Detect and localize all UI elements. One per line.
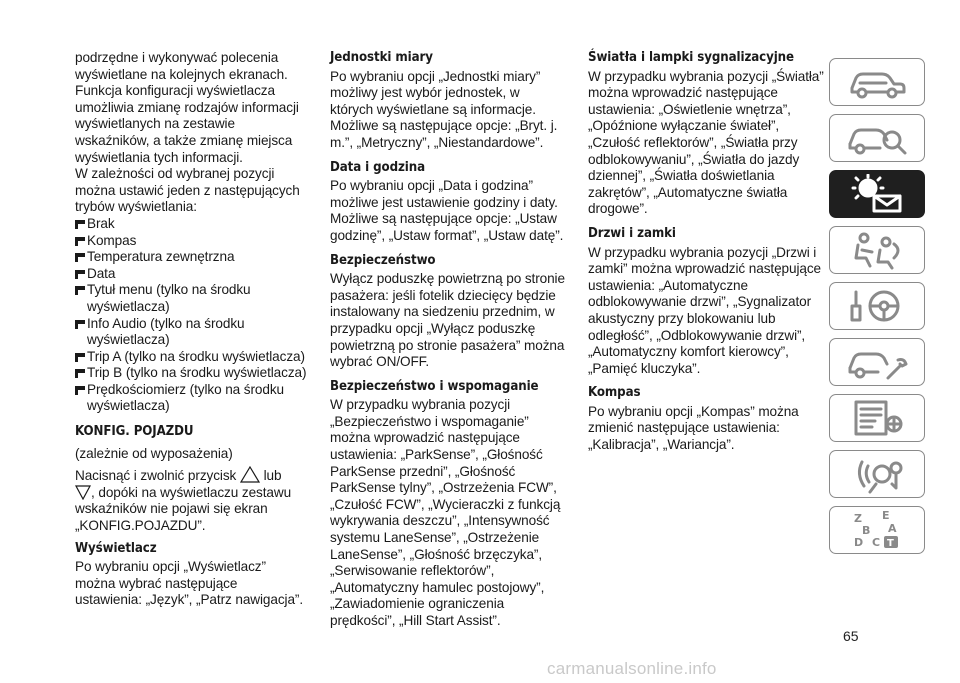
list-item: Trip A (tylko na środku wyświetlacza) [75, 349, 307, 366]
section-heading: Bezpieczeństwo [330, 252, 436, 268]
svg-text:B: B [862, 524, 871, 537]
paragraph: podrzędne i wykonywać polecenia wyświetlane na kolejnych ekranach. Funkcja konfiguracji wyświetlacza umożliwia zmianę rodzajów informacji wyświetlanych na zestawie wskaźników, a także zmianę miejsca wyświetlania tych informacji. [75, 50, 299, 165]
tab-safety[interactable] [829, 226, 925, 274]
maintenance-checklist-icon [842, 398, 912, 438]
paragraph: Po wybraniu opcji „Kompas” można zmienić następujące ustawienia: „Kalibracja”, „Wariancja”. [588, 403, 799, 453]
arrow-down-button-icon [75, 485, 91, 500]
bullet-icon [75, 270, 85, 279]
tab-maintenance[interactable] [829, 394, 925, 442]
svg-text:T: T [887, 538, 894, 549]
bullet-icon [75, 253, 85, 262]
bullet-icon [75, 369, 85, 378]
paragraph: W zależności od wybranej pozycji można ustawić jeden z następujących trybów wyświetlania: [75, 166, 300, 215]
section-heading: Jednostki miary [330, 50, 433, 65]
bullet-icon [75, 220, 85, 229]
tab-warning-lights-messages[interactable] [829, 170, 925, 218]
paragraph: Po wybraniu opcji „Wyświetlacz” można wybrać następujące ustawienia: „Język”, „Patrz nawigacja”. [75, 559, 304, 608]
car-wrench-icon [842, 342, 912, 382]
list-item: Data [75, 266, 307, 283]
section-heading: Wyświetlacz [75, 540, 157, 556]
arrow-up-button-icon [240, 466, 260, 483]
bullet-icon [75, 237, 85, 246]
paragraph: W przypadku wybrania pozycji „Drzwi i zamki” można wprowadzić następujące ustawienia: „Automatyczne odblokowywanie drzwi”, „Sygnalizator akustyczny przy blokowaniu lub odległość”, „Odblokowywanie drzwi”, „Automatyczny komfort kierowcy”, „Pamięć kluczyka”. [588, 244, 821, 376]
list-item: Kompas [75, 233, 307, 250]
paragraph: Wyłącz poduszkę powietrzną po stronie pasażera: jeśli fotelik dziecięcy będzie instalowany na siedzeniu przednim, w przypadku opcji „Wyłącz poduszkę powietrzną po stronie pasażera” można wybrać ON/OFF. [330, 271, 565, 370]
car-search-icon [842, 118, 912, 158]
paragraph: W przypadku wybrania pozycji „Bezpieczeństwo i wspomaganie” można wprowadzić następujące ustawienia: „ParkSense”, „Głośność ParkSense przedni”, „Głośność ParkSense tylny”, „Ostrzeżenia FCW”, „Czułość FCW”, „Wycieraczki z funkcją wykrywania deszczu”, „Intensywność systemu LaneSense”, „Ostrzeżenie LaneSense”, „Głośność brzęczyka”, „Serwisowanie reflektorów”, „Automatyczny hamulec postojowy”, „Zawiadomienie ograniczenia prędkości”, „Hill Start Assist”. [330, 397, 561, 628]
section-heading: Data i godzina [330, 159, 426, 175]
bullet-icon [75, 386, 85, 395]
tab-emergency[interactable] [829, 338, 925, 386]
column-1 [75, 50, 307, 609]
watermark: carmanualsonline.info [547, 659, 717, 678]
svg-text:Z: Z [854, 512, 862, 525]
paragraph: Nacisnąć i zwolnić przycisk lub , dopóki na wyświetlaczu zestawu wskaźników nie pojawi się ekran „KONFIG.POJAZDU”. [75, 468, 292, 534]
steering-wheel-tools-icon [842, 286, 912, 326]
tab-driving[interactable] [829, 282, 925, 330]
section-heading: Drzwi i zamki [588, 225, 676, 241]
list-item: Temperatura zewnętrzna [75, 249, 307, 266]
bullet-icon [75, 353, 85, 362]
alphabetical-index-icon [842, 510, 912, 550]
paragraph: Po wybraniu opcji „Jednostki miary” możliwy jest wybór jednostek, w których wyświetlane są informacje. Możliwe są następujące opcje: „Bryt. j. m.”, „Metryczny”, „Niestandardowe”. [330, 68, 558, 150]
list-item: Trip B (tylko na środku wyświetlacza) [75, 365, 307, 382]
tab-car-info[interactable] [829, 58, 925, 106]
page-number: 65 [843, 628, 859, 644]
bullet-icon [75, 320, 85, 329]
airbag-passengers-icon [842, 230, 912, 270]
svg-text:D: D [854, 536, 864, 549]
display-mode-list [75, 216, 307, 415]
car-info-icon [842, 62, 912, 102]
section-heading: Światła i lampki sygnalizacyjne [588, 50, 794, 65]
multimedia-settings-icon [842, 454, 912, 494]
paragraph: (zależnie od wyposażenia) [75, 445, 233, 461]
section-heading: Bezpieczeństwo i wspomaganie [330, 378, 539, 394]
list-item: Brak [75, 216, 307, 233]
paragraph: Po wybraniu opcji „Data i godzina” możliwe jest ustawienie godziny i daty. Możliwe są następujące opcje: „Ustaw godzinę”, „Ustaw format”, „Ustaw datę”. [330, 178, 564, 243]
bullet-icon [75, 286, 85, 295]
section-heading: Kompas [588, 385, 641, 401]
warning-light-message-icon [842, 174, 912, 214]
svg-text:E: E [882, 510, 890, 522]
tab-multimedia[interactable] [829, 450, 925, 498]
column-3 [588, 50, 824, 454]
tab-index[interactable] [829, 506, 925, 554]
list-item: Tytuł menu (tylko na środku wyświetlacza) [75, 282, 307, 315]
list-item: Info Audio (tylko na środku wyświetlacza) [75, 316, 307, 349]
svg-text:C: C [872, 536, 881, 549]
paragraph: W przypadku wybrania pozycji „Światła” można wprowadzić następujące ustawienia: „Oświetlenie wnętrza”, „Opóźnione wyłączanie świateł”, „Czułość reflektorów”, „Światła przy odblokowywaniu”, „Światła do jazdy dziennej”, „Światła doświetlania zakrętów”, „Automatyczne światła drogowe”. [588, 68, 824, 217]
section-heading: KONFIG. POJAZDU [75, 424, 194, 440]
svg-text:A: A [888, 522, 897, 535]
tab-car-search[interactable] [829, 114, 925, 162]
column-2 [330, 50, 566, 630]
list-item: Prędkościomierz (tylko na środku wyświetlacza) [75, 382, 307, 415]
